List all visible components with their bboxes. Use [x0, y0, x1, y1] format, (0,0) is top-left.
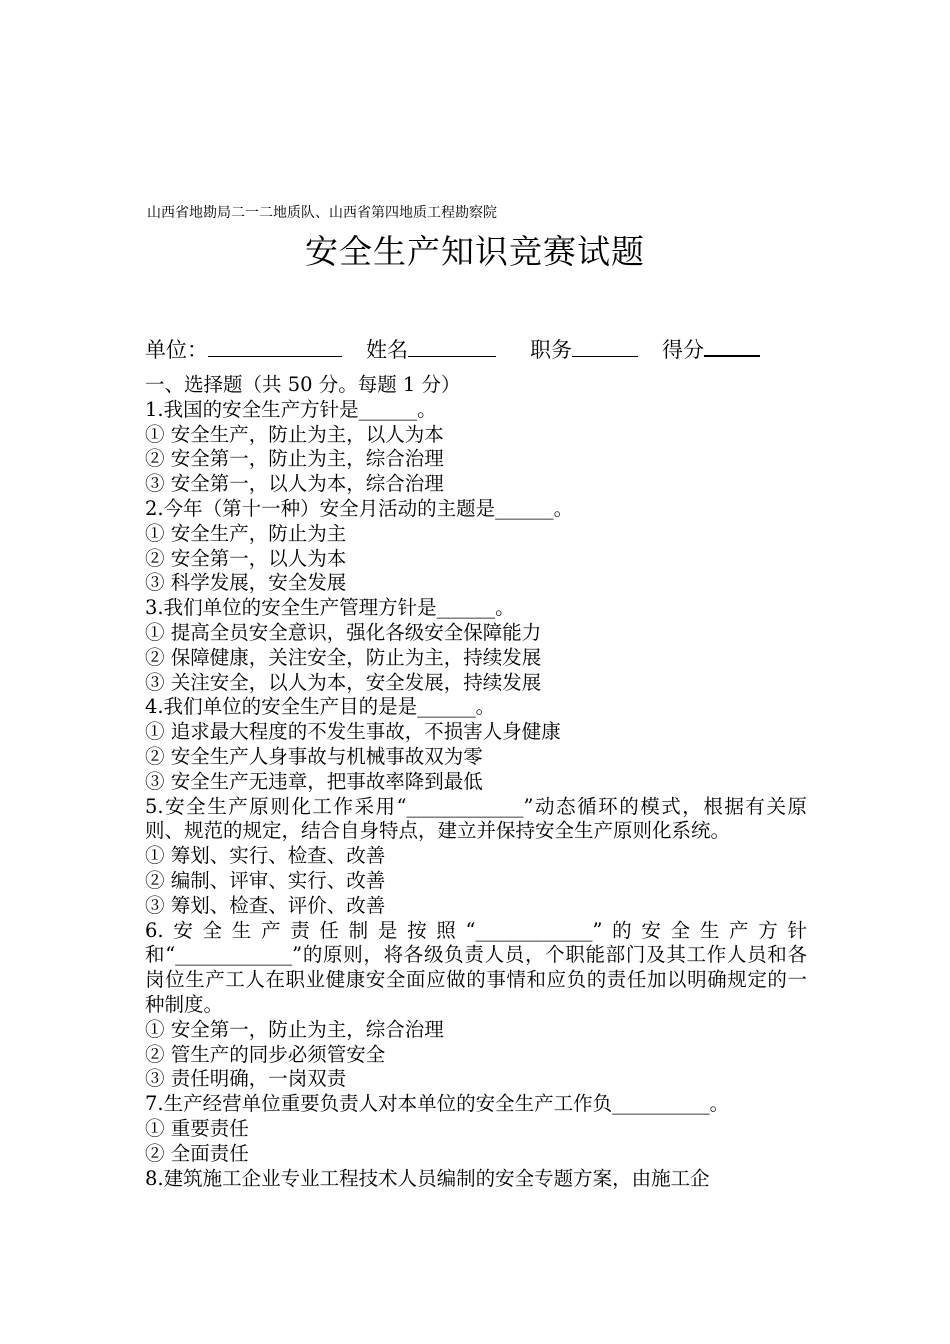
question-text: 5.安全生产原则化工作采用“____________”动态循环的模式，根据有关原则、规范的规定，结合自身特点，建立并保持安全生产原则化系统。	[145, 794, 807, 843]
answer-option: ② 管生产的同步必须管安全	[145, 1042, 386, 1066]
question-item	[145, 398, 807, 497]
question-item	[145, 497, 807, 596]
score-label: 得分	[662, 338, 704, 362]
organization-header: 山西省地勘局二一二地质队、山西省第四地质工程勘察院	[147, 205, 497, 221]
question-item	[145, 795, 807, 919]
question-item	[145, 919, 807, 1093]
name-label: 姓名	[366, 338, 408, 362]
answer-option: ② 全面责任	[145, 1141, 249, 1165]
question-body	[145, 373, 807, 1191]
answer-option: ③ 科学发展，安全发展	[145, 571, 347, 595]
question-item	[145, 1092, 807, 1166]
answer-option: ① 安全生产，防止为主，以人为本	[145, 422, 444, 446]
answer-option: ① 提高全员安全意识，强化各级安全保障能力	[145, 620, 542, 644]
question-text: 3.我们单位的安全生产管理方针是______。	[145, 596, 515, 620]
question-text: 4.我们单位的安全生产目的是是______。	[145, 695, 496, 719]
unit-label: 单位：	[145, 338, 208, 362]
question-list	[145, 398, 807, 1192]
question-text: 2.今年（第十一种）安全月活动的主题是______。	[145, 496, 574, 520]
answer-option: ② 安全第一，防止为主，综合治理	[145, 447, 444, 471]
question-text: 8.建筑施工企业专业工程技术人员编制的安全专题方案，由施工企	[145, 1166, 710, 1190]
question-item	[145, 1167, 807, 1192]
question-item	[145, 695, 807, 794]
question-text: 7.生产经营单位重要负责人对本单位的安全生产工作负__________。	[145, 1092, 730, 1116]
answer-option: ② 安全第一，以人为本	[145, 546, 347, 570]
answer-option: ③ 责任明确，一岗双责	[145, 1067, 347, 1091]
answer-option: ③ 安全第一，以人为本，综合治理	[145, 472, 444, 496]
score-blank	[704, 337, 760, 357]
answer-option: ② 保障健康，关注安全，防止为主，持续发展	[145, 645, 542, 669]
question-text: 1.我国的安全生产方针是______。	[145, 397, 437, 421]
unit-blank	[208, 338, 342, 357]
answer-option: ② 安全生产人身事故与机械事故双为零	[145, 744, 483, 768]
answer-option: ① 筹划、实行、检查、改善	[145, 844, 386, 868]
exam-info-line	[145, 334, 760, 364]
section-heading: 一、选择题（共 50 分。每题 1 分）	[145, 373, 461, 396]
answer-option: ③ 关注安全，以人为本，安全发展，持续发展	[145, 670, 542, 694]
position-label: 职务	[530, 338, 572, 362]
answer-option: ② 编制、评审、实行、改善	[145, 868, 386, 892]
answer-option: ① 重要责任	[145, 1116, 249, 1140]
answer-option: ① 安全第一，防止为主，综合治理	[145, 1017, 444, 1041]
name-blank	[408, 338, 496, 357]
answer-option: ① 追求最大程度的不发生事故，不损害人身健康	[145, 720, 561, 744]
answer-option: ③ 安全生产无违章，把事故率降到最低	[145, 769, 483, 793]
answer-option: ① 安全生产，防止为主	[145, 521, 347, 545]
page-title: 安全生产知识竞赛试题	[305, 232, 645, 271]
question-text: 6.安全生产责任制是按照“____________”的安全生产方针和“____________”的原则，将各级负责人员，个职能部门及其工作人员和各岗位生产工人在职业健康安全面应做的事情和应负的责任加以明确规定的一种制度。	[145, 918, 807, 1016]
position-blank	[572, 338, 638, 357]
question-item	[145, 596, 807, 695]
answer-option: ③ 筹划、检查、评价、改善	[145, 893, 386, 917]
